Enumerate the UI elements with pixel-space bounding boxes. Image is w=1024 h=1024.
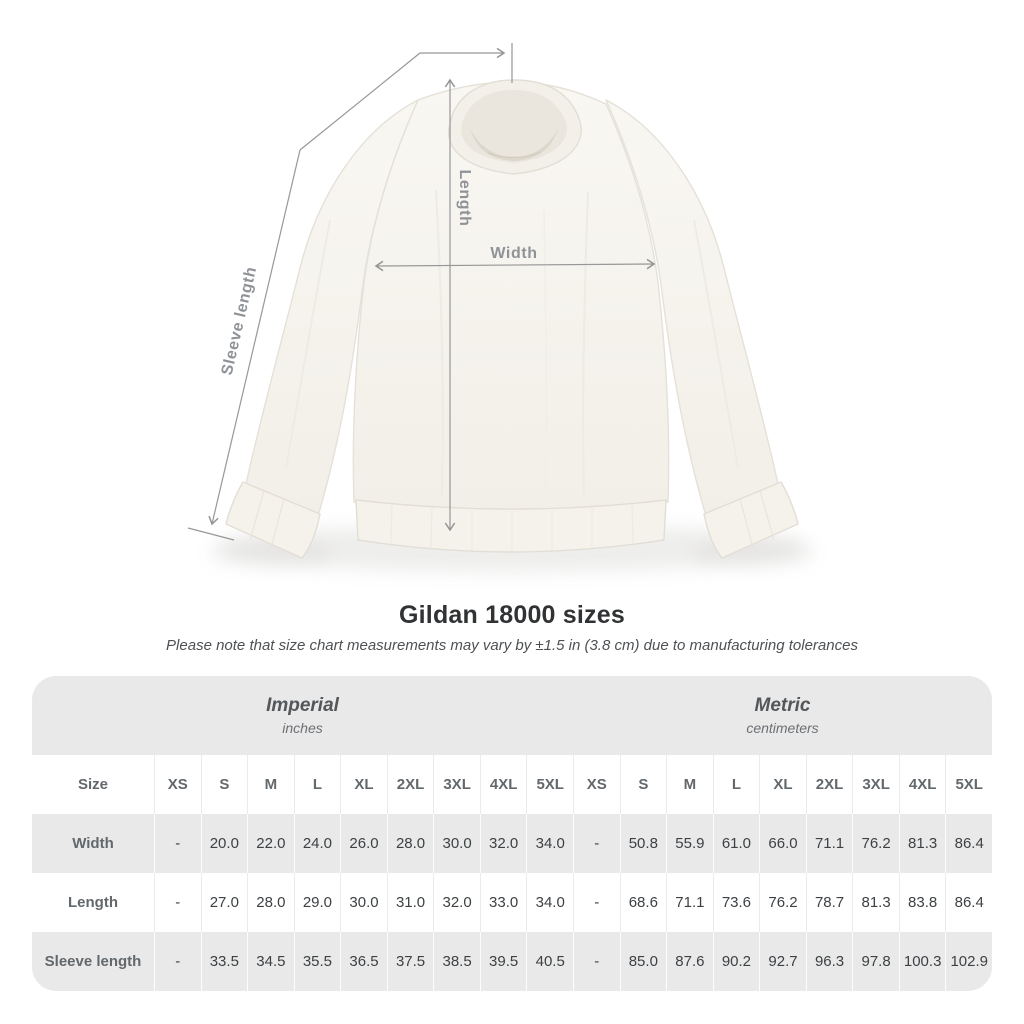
size-value-cell: 22.0 <box>247 814 294 873</box>
size-col-header: XS <box>573 755 620 814</box>
size-value-cell: 73.6 <box>713 873 760 932</box>
sleeve-measure-label: Sleeve length <box>218 264 261 377</box>
size-value-cell: 30.0 <box>340 873 387 932</box>
size-value-cell: 32.0 <box>480 814 527 873</box>
size-value-cell: 26.0 <box>340 814 387 873</box>
size-value-cell: 24.0 <box>294 814 341 873</box>
size-value-cell: 71.1 <box>666 873 713 932</box>
size-value-cell: 96.3 <box>806 932 853 991</box>
unit-band <box>32 676 992 755</box>
size-value-cell: - <box>154 814 201 873</box>
size-value-cell: 66.0 <box>759 814 806 873</box>
size-value-cell: 86.4 <box>945 873 992 932</box>
size-table <box>32 676 992 991</box>
cuff-end-tick <box>188 528 234 540</box>
size-col-header: 4XL <box>899 755 946 814</box>
size-col-header: 2XL <box>387 755 434 814</box>
size-col-header: 3XL <box>852 755 899 814</box>
size-value-cell: 102.9 <box>945 932 992 991</box>
size-col-header: 4XL <box>480 755 527 814</box>
size-col-header: L <box>713 755 760 814</box>
size-value-cell: 50.8 <box>620 814 667 873</box>
size-value-cell: 68.6 <box>620 873 667 932</box>
size-value-cell: 76.2 <box>852 814 899 873</box>
size-value-cell: 92.7 <box>759 932 806 991</box>
size-col-header: M <box>666 755 713 814</box>
size-value-cell: 32.0 <box>433 873 480 932</box>
size-value-cell: 71.1 <box>806 814 853 873</box>
tolerance-note: Please note that size chart measurements may vary by ±1.5 in (3.8 cm) due to manufacturing tolerances <box>166 637 858 654</box>
size-value-cell: 55.9 <box>666 814 713 873</box>
imperial-unit-group <box>32 676 573 755</box>
size-value-cell: 81.3 <box>899 814 946 873</box>
size-col-header: XS <box>154 755 201 814</box>
row-label: Width <box>72 835 114 852</box>
size-col-header: S <box>620 755 667 814</box>
length-measure-label: Length <box>456 169 473 227</box>
size-value-cell: 31.0 <box>387 873 434 932</box>
size-value-cell: 85.0 <box>620 932 667 991</box>
size-value-cell: 27.0 <box>201 873 248 932</box>
size-col-header: XL <box>759 755 806 814</box>
size-col-header: 5XL <box>526 755 573 814</box>
size-col-header: 3XL <box>433 755 480 814</box>
size-value-cell: 87.6 <box>666 932 713 991</box>
sweatshirt <box>226 80 798 558</box>
size-value-cell: - <box>154 873 201 932</box>
size-value-cell: 33.0 <box>480 873 527 932</box>
size-value-cell: 34.0 <box>526 814 573 873</box>
size-col-header: L <box>294 755 341 814</box>
size-value-cell: 28.0 <box>247 873 294 932</box>
size-value-cell: 29.0 <box>294 873 341 932</box>
size-value-cell: - <box>154 932 201 991</box>
page-title: Gildan 18000 sizes <box>399 601 625 629</box>
size-value-cell: 30.0 <box>433 814 480 873</box>
size-value-cell: 40.5 <box>526 932 573 991</box>
metric-label: Metric <box>754 695 811 716</box>
width-measure-label: Width <box>490 245 538 262</box>
metric-unit-group <box>573 676 992 755</box>
sleeve-length-row <box>32 932 992 991</box>
size-value-cell: 38.5 <box>433 932 480 991</box>
size-value-cell: 78.7 <box>806 873 853 932</box>
size-value-cell: 34.0 <box>526 873 573 932</box>
size-value-cell: 39.5 <box>480 932 527 991</box>
size-value-cell: 97.8 <box>852 932 899 991</box>
size-value-cell: 100.3 <box>899 932 946 991</box>
size-value-cell: 34.5 <box>247 932 294 991</box>
size-value-cell: 20.0 <box>201 814 248 873</box>
size-value-cell: 81.3 <box>852 873 899 932</box>
size-value-cell: 86.4 <box>945 814 992 873</box>
size-value-cell: - <box>573 932 620 991</box>
size-col-header: S <box>201 755 248 814</box>
size-header-row <box>32 755 992 814</box>
size-col-header: M <box>247 755 294 814</box>
size-value-cell: 76.2 <box>759 873 806 932</box>
imperial-label: Imperial <box>266 695 339 716</box>
metric-sublabel: centimeters <box>746 720 819 736</box>
length-row <box>32 873 992 932</box>
size-value-cell: - <box>573 873 620 932</box>
size-col-header: 2XL <box>806 755 853 814</box>
size-col-header: XL <box>340 755 387 814</box>
size-corner-header: Size <box>77 776 108 793</box>
size-value-cell: 28.0 <box>387 814 434 873</box>
width-row <box>32 814 992 873</box>
size-value-cell: 36.5 <box>340 932 387 991</box>
size-value-cell: 33.5 <box>201 932 248 991</box>
size-value-cell: - <box>573 814 620 873</box>
size-value-cell: 61.0 <box>713 814 760 873</box>
imperial-sublabel: inches <box>282 720 323 736</box>
size-value-cell: 83.8 <box>899 873 946 932</box>
row-label: Length <box>68 894 118 911</box>
row-label: Sleeve length <box>44 953 142 970</box>
size-value-cell: 37.5 <box>387 932 434 991</box>
size-col-header: 5XL <box>945 755 992 814</box>
size-value-cell: 90.2 <box>713 932 760 991</box>
size-value-cell: 35.5 <box>294 932 341 991</box>
